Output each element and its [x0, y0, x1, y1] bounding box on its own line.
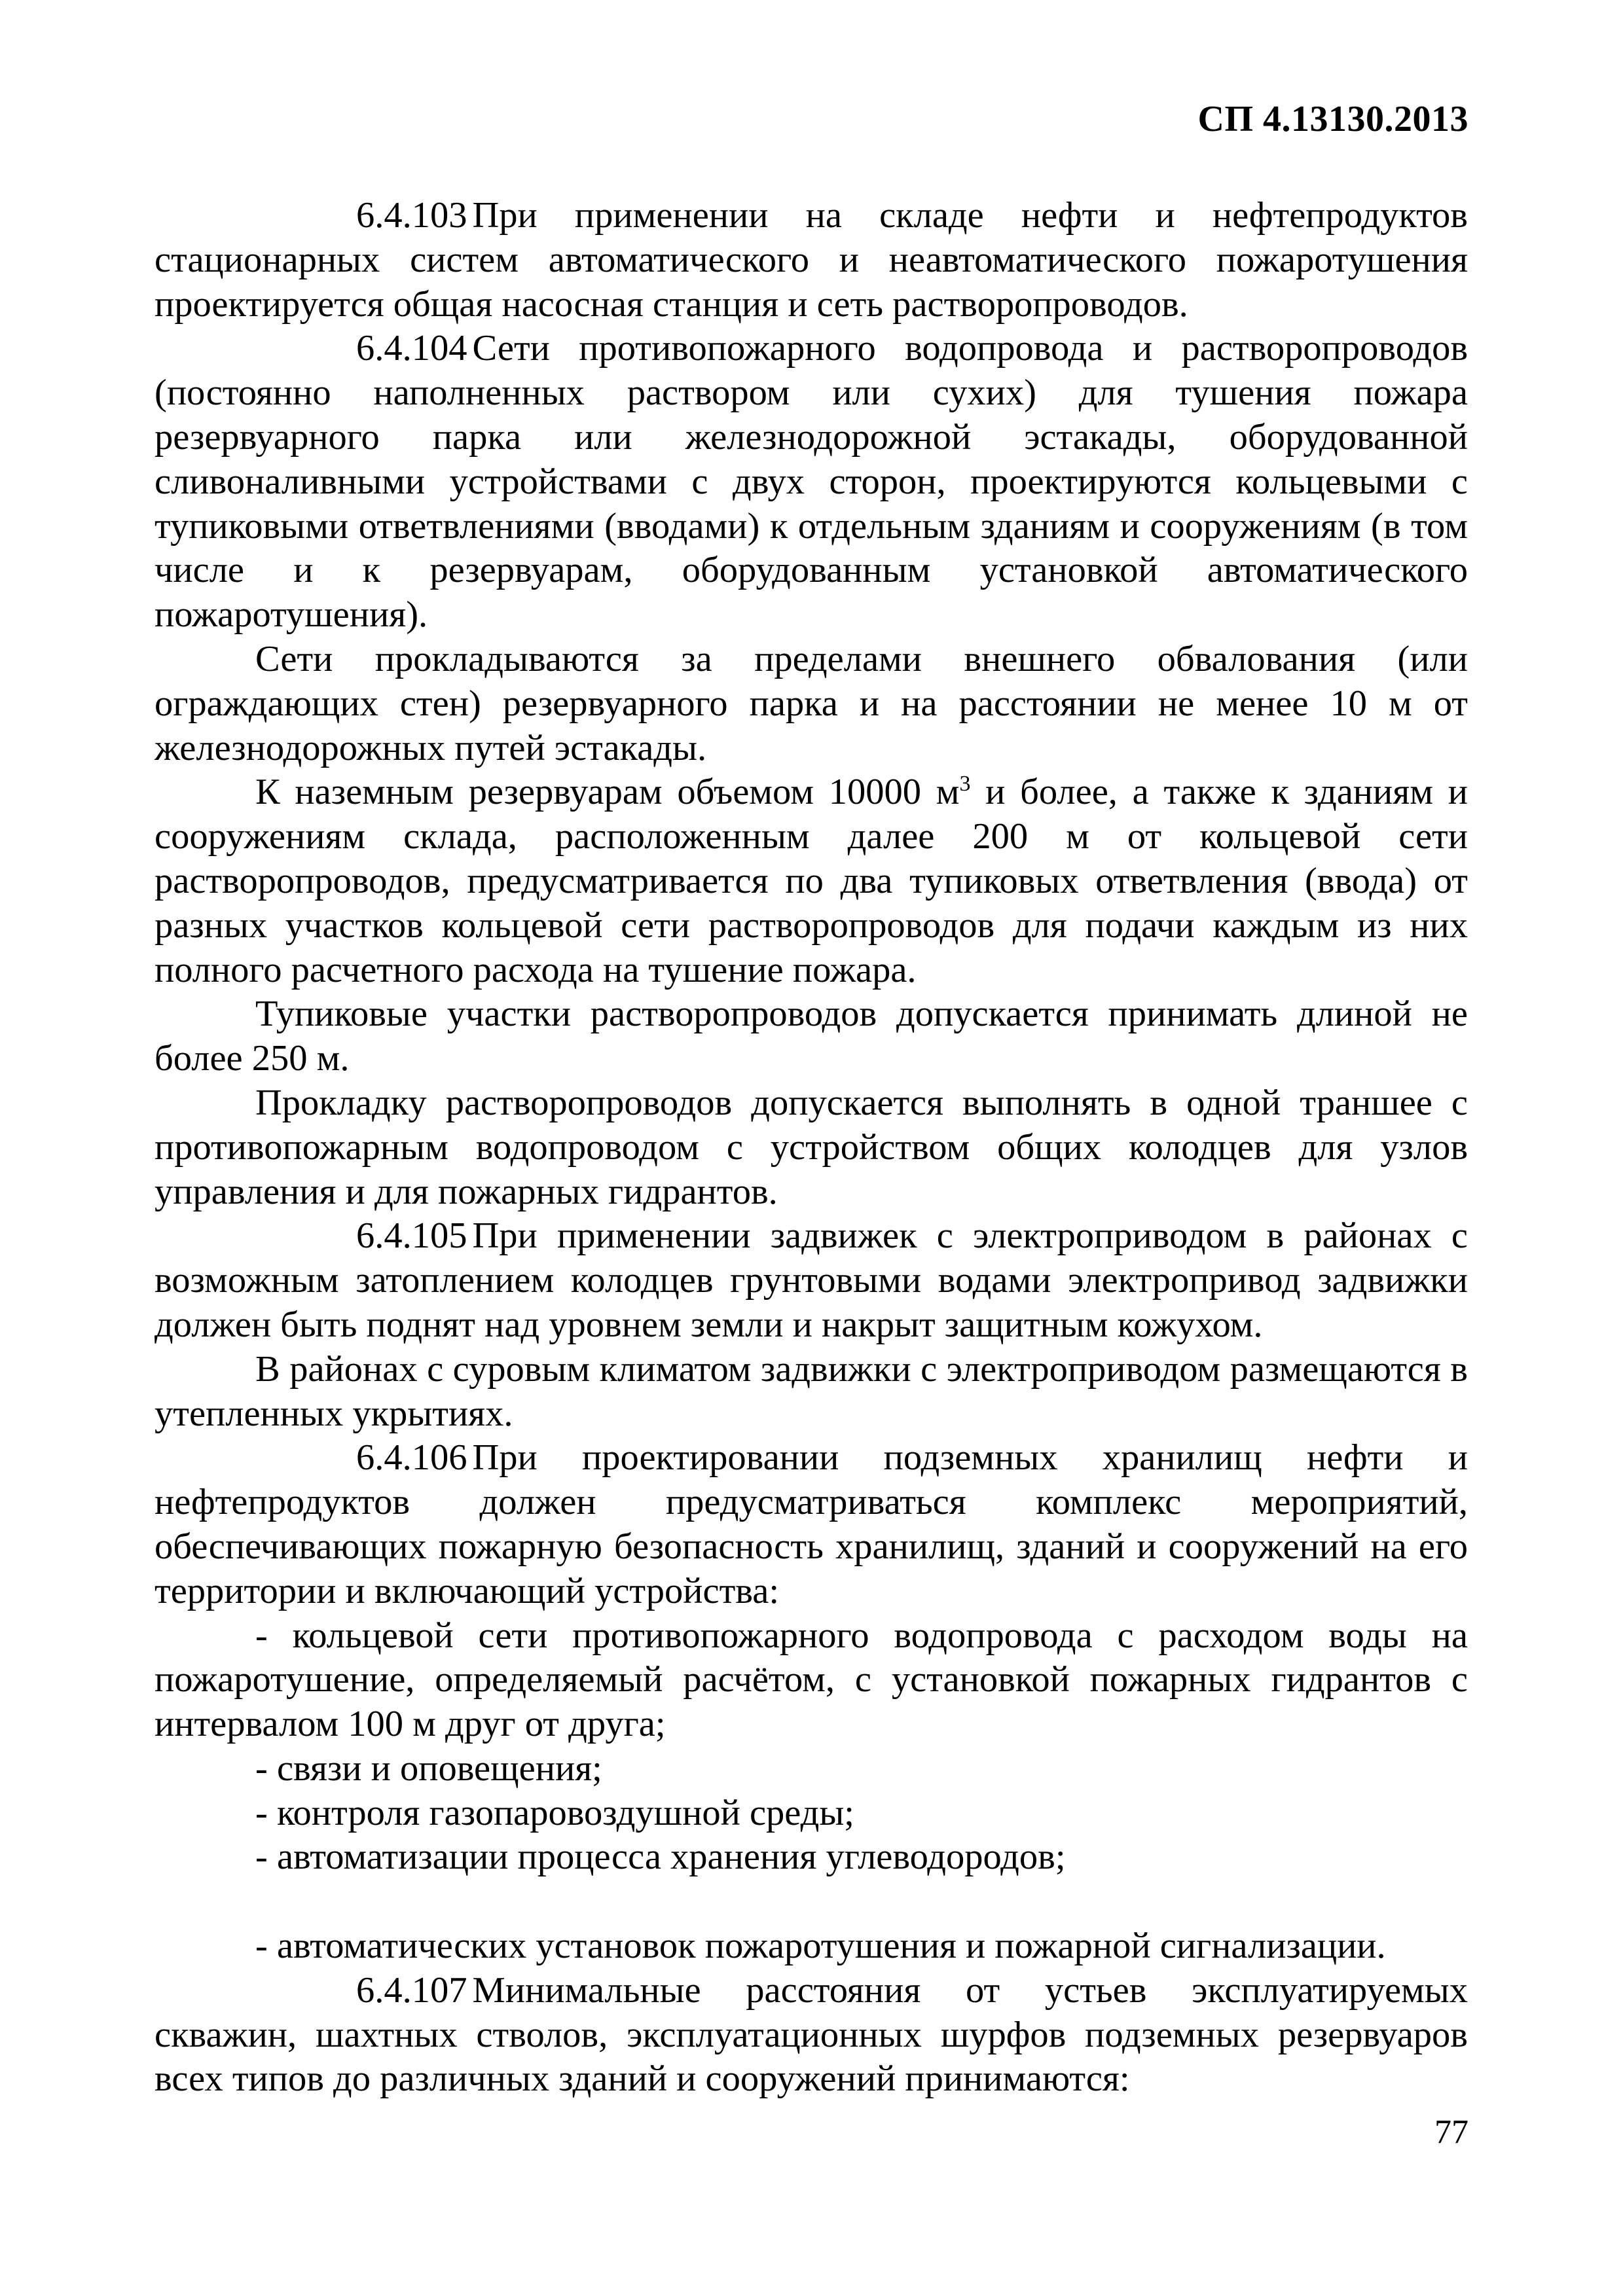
list-item-text: - автоматических установок пожаротушения и пожарной сигнализации. [255, 1926, 1386, 1967]
paragraph-text: Сети прокладываются за пределами внешнего обвалования (или ограждающих стен) резервуарного парка и на расстоянии не менее 10 м от железнодорожных путей эстакады. [155, 638, 1468, 768]
paragraph-text: Минимальные расстояния от устьев эксплуатируемых скважин, шахтных стволов, эксплуатационных шурфов подземных резервуаров всех типов до различных зданий и сооружений принимаются: [155, 1969, 1468, 2100]
document-code-header: СП 4.13130.2013 [1197, 99, 1468, 139]
paragraph-text: Тупиковые участки растворопроводов допускается принимать длиной не более 250 м. [155, 994, 1468, 1079]
paragraph-harsh-climate [155, 1348, 1468, 1437]
paragraph-trench-laying [155, 1081, 1468, 1214]
paragraph-networks-laying [155, 637, 1468, 770]
paragraph-text: и более, а также к зданиям и сооружениям склада, расположенным далее 200 м от кольцевой сети растворопроводов, предусматривается по два тупиковых ответвления (ввода) от разных участков кольцевой сети растворопроводов для подачи каждым из них полного расчетного расхода на тушение пожара. [155, 772, 1468, 990]
list-item [155, 1614, 1468, 1747]
paragraph-text: Прокладку растворопроводов допускается выполнять в одной траншее с противопожарным водопроводом с устройством общих колодцев для узлов управления и для пожарных гидрантов. [155, 1082, 1468, 1212]
paragraph-6-4-103 [155, 194, 1468, 327]
paragraph-text: При применении на складе нефти и нефтепродуктов стационарных систем автоматического и неавтоматического пожаротушения проектируется общая насосная станция и сеть растворопроводов. [155, 195, 1468, 325]
list-item-text: - автоматизации процесса хранения углеводородов; [255, 1837, 1066, 1878]
paragraph-ground-tanks [155, 770, 1468, 992]
paragraph-6-4-105 [155, 1214, 1468, 1347]
paragraph-text: К наземным резервуарам объемом 10000 м [255, 772, 960, 813]
paragraph-text: При применении задвижек с электроприводом в районах с возможным затоплением колодцев грунтовыми водами электропривод задвижки должен быть поднят над уровнем земли и накрыт защитным кожухом. [155, 1215, 1468, 1345]
list-item [155, 1924, 1468, 1969]
paragraph-6-4-107 [155, 1969, 1468, 2102]
clause-number: 6.4.107 [356, 1969, 467, 2011]
superscript-cubic: 3 [959, 772, 971, 797]
page-number: 77 [1434, 2113, 1468, 2151]
paragraph-dead-end-sections [155, 992, 1468, 1081]
paragraph-text: При проектировании подземных хранилищ нефти и нефтепродуктов должен предусматриваться комплекс мероприятий, обеспечивающих пожарную безопасность хранилищ, зданий и сооружений на его территории и включающий устройства: [155, 1437, 1468, 1611]
clause-number: 6.4.105 [356, 1215, 467, 1257]
list-item-text: - кольцевой сети противопожарного водопровода с расходом воды на пожаротушение, определяемый расчётом, с установкой пожарных гидрантов с интервалом 100 м друг от друга; [155, 1615, 1468, 1745]
document-body [155, 194, 1468, 2102]
list-item [155, 1835, 1468, 1880]
paragraph-6-4-104 [155, 327, 1468, 637]
paragraph-text: Сети противопожарного водопровода и растворопроводов (постоянно наполненных раствором или сухих) для тушения пожара резервуарного парка или железнодорожной эстакады, оборудованной сливоналивными устройствами с двух сторон, проектируются кольцевыми с тупиковыми ответвлениями (вводами) к отдельным зданиям и сооружениям (в том числе и к резервуарам, оборудованным установкой автоматического пожаротушения). [155, 328, 1468, 636]
clause-number: 6.4.106 [356, 1437, 467, 1479]
clause-number: 6.4.104 [356, 328, 467, 369]
paragraph-text: В районах с суровым климатом задвижки с электроприводом размещаются в утепленных укрытиях. [155, 1348, 1468, 1434]
list-item [155, 1747, 1468, 1791]
clause-number: 6.4.103 [356, 195, 467, 236]
list-item [155, 1791, 1468, 1836]
list-item-text: - контроля газопаровоздушной среды; [255, 1792, 855, 1833]
paragraph-6-4-106 [155, 1436, 1468, 1613]
list-item-text: - связи и оповещения; [255, 1748, 602, 1789]
